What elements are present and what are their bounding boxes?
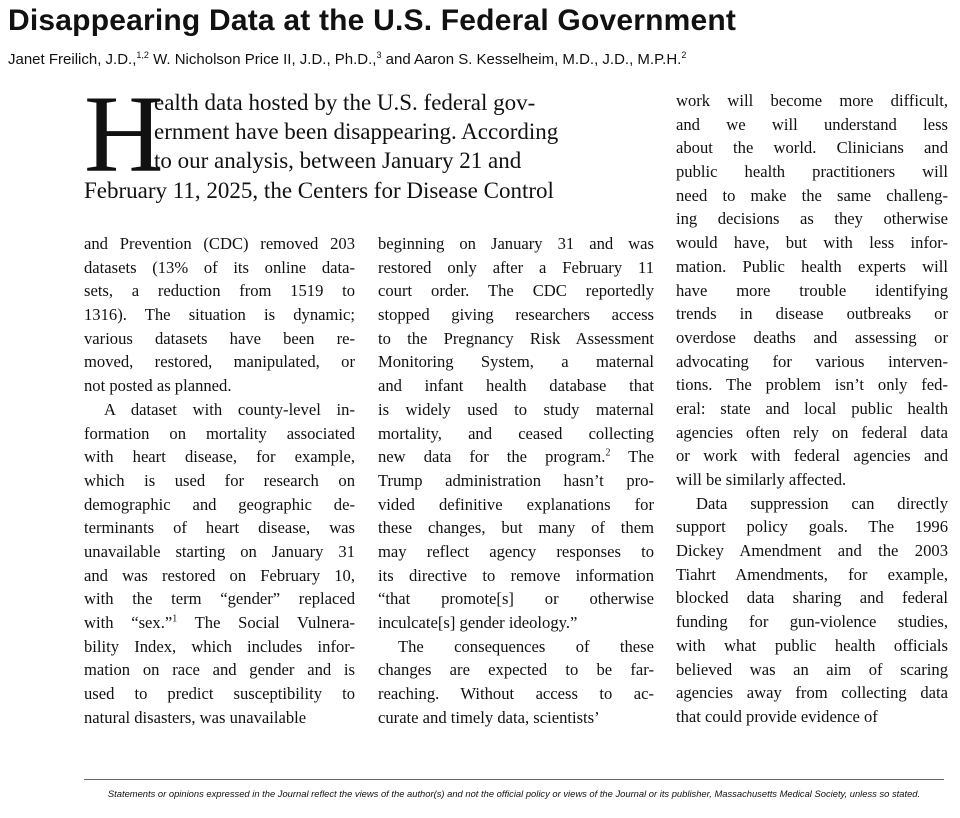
text-line: these changes, but many of them [378, 518, 654, 538]
text-line: demographic and geographic de- [84, 494, 355, 514]
text-line: datasets (13% of its online data- [84, 257, 355, 277]
text-line: with heart disease, for example, [84, 447, 355, 467]
text-line: agencies away from collecting data [676, 683, 948, 703]
text-fragment: The [610, 447, 654, 467]
citation-ref: 1 [172, 613, 178, 625]
text-line: funding for gun-violence studies, [676, 612, 948, 632]
text-line: to the Pregnancy Risk Assessment [378, 328, 654, 348]
text-line: is widely used to study maternal [378, 399, 654, 419]
text-line: “that promote[s] or otherwise [378, 589, 654, 609]
author-affiliation: 2 [681, 50, 687, 60]
author-affiliation: 3 [376, 50, 382, 60]
text-line: will be similarly affected. [676, 470, 847, 489]
text-line: used to predict susceptibility to [84, 684, 355, 704]
text-line: Trump administration hasn’t pro- [378, 470, 654, 490]
text-line: moved, restored, manipulated, or [84, 352, 355, 372]
text-line: and we will understand less [676, 114, 948, 134]
text-line: court order. The CDC reportedly [378, 281, 654, 301]
text-line: A dataset with county-level in- [104, 399, 355, 419]
text-line [378, 445, 654, 469]
text-line: with the term “gender” replaced [84, 589, 355, 609]
text-line: tions. The problem isn’t only fed- [676, 375, 948, 395]
lead-line: February 11, 2025, the Centers for Disease Control [84, 178, 554, 203]
text-line: natural disasters, was unavailable [84, 707, 307, 727]
text-line: inculcate[s] gender ideology.” [378, 613, 578, 632]
text-line: overdose deaths and assessing or [676, 327, 948, 347]
text-fragment: The Social Vulnera- [177, 613, 355, 632]
text-line: bility Index, which includes infor- [84, 636, 355, 656]
text-line: Dickey Amendment and the 2003 [676, 541, 948, 561]
lead-line: ealth data hosted by the U.S. federal gov- [154, 90, 536, 115]
text-line: sets, a reduction from 1519 to [84, 281, 355, 301]
footer-divider [84, 779, 944, 780]
author-name: W. Nicholson Price II, J.D., Ph.D., [153, 51, 377, 68]
text-line: Data suppression can directly [696, 493, 948, 513]
text-line: may reflect agency responses to [378, 541, 654, 561]
citation-ref: 2 [605, 447, 611, 459]
text-line: stopped giving researchers access [378, 305, 654, 325]
text-line: blocked data sharing and federal [676, 588, 948, 608]
author-name: and Aaron S. Kesselheim, M.D., J.D., M.P.H. [385, 51, 682, 68]
text-line: would have, but with less infor- [676, 233, 948, 253]
text-line: The consequences of these [398, 636, 654, 656]
text-line: curate and timely data, scientists’ [378, 707, 600, 727]
journal-disclaimer: Statements or opinions expressed in the Journal reflect the views of the author(s) and not the official policy or views of the Journal or its publisher, Massachusetts Medical Society, unless so stated. [107, 788, 921, 799]
text-line: or work with federal agencies and [676, 446, 948, 466]
text-line: 1316). The situation is dynamic; [84, 305, 355, 325]
text-line: which is used for research on [84, 470, 355, 490]
text-line: ing decisions as they otherwise [676, 209, 948, 229]
text-line: about the world. Clinicians and [676, 138, 948, 158]
lead-line: to our analysis, between January 21 and [154, 148, 522, 173]
text-line: that could provide evidence of [676, 706, 878, 726]
text-line [84, 611, 355, 635]
lead-line: ernment have been disappearing. According [154, 119, 559, 144]
text-line: and infant health database that [378, 376, 654, 396]
text-line: and Prevention (CDC) removed 203 [84, 234, 355, 253]
author-name: Janet Freilich, J.D., [8, 51, 137, 68]
text-line: not posted as planned. [84, 376, 232, 396]
text-fragment: with “sex.” [84, 613, 173, 632]
text-line: and was restored on February 10, [84, 565, 355, 585]
article-title: Disappearing Data at the U.S. Federal Government [8, 4, 737, 37]
text-line: mortality, and ceased collecting [378, 423, 654, 443]
author-line [8, 50, 686, 70]
text-line: changes are expected to be far- [378, 660, 654, 680]
drop-cap: H [84, 73, 164, 195]
text-line: unavailable starting on January 31 [84, 541, 355, 561]
text-line: with what public health officials [676, 635, 948, 655]
text-line: advocating for various interven- [676, 351, 948, 371]
text-line: need to make the same challeng- [676, 185, 948, 205]
body-column-2 [378, 232, 654, 729]
text-line: formation on mortality associated [84, 423, 355, 443]
text-line: public health practitioners will [676, 162, 948, 182]
text-line: agencies often rely on federal data [676, 422, 948, 442]
text-line: its directive to remove information [378, 565, 654, 585]
author-affiliation: 1,2 [136, 50, 149, 60]
text-line: Tiahrt Amendments, for example, [676, 564, 948, 584]
text-line: mation on race and gender and is [84, 660, 355, 680]
text-line: reaching. Without access to ac- [378, 684, 654, 704]
text-line: have more trouble identifying [676, 280, 948, 300]
text-line: various datasets have been re- [84, 328, 355, 348]
text-fragment: new data for the program. [378, 447, 606, 467]
text-line: vided definitive explanations for [378, 494, 654, 514]
text-line: trends in disease outbreaks or [676, 304, 948, 324]
text-line: work will become more difficult, [676, 91, 948, 110]
text-line: terminants of heart disease, was [84, 518, 355, 538]
text-line: Monitoring System, a maternal [378, 352, 654, 372]
body-column-3 [676, 89, 948, 729]
text-line: support policy goals. The 1996 [676, 517, 948, 537]
text-line: believed was an aim of scaring [676, 659, 948, 679]
body-column-1 [84, 232, 355, 729]
text-line: beginning on January 31 and was [378, 234, 654, 253]
text-line: mation. Public health experts will [676, 256, 948, 276]
text-line: eral: state and local public health [676, 398, 948, 418]
text-line: restored only after a February 11 [378, 257, 654, 277]
